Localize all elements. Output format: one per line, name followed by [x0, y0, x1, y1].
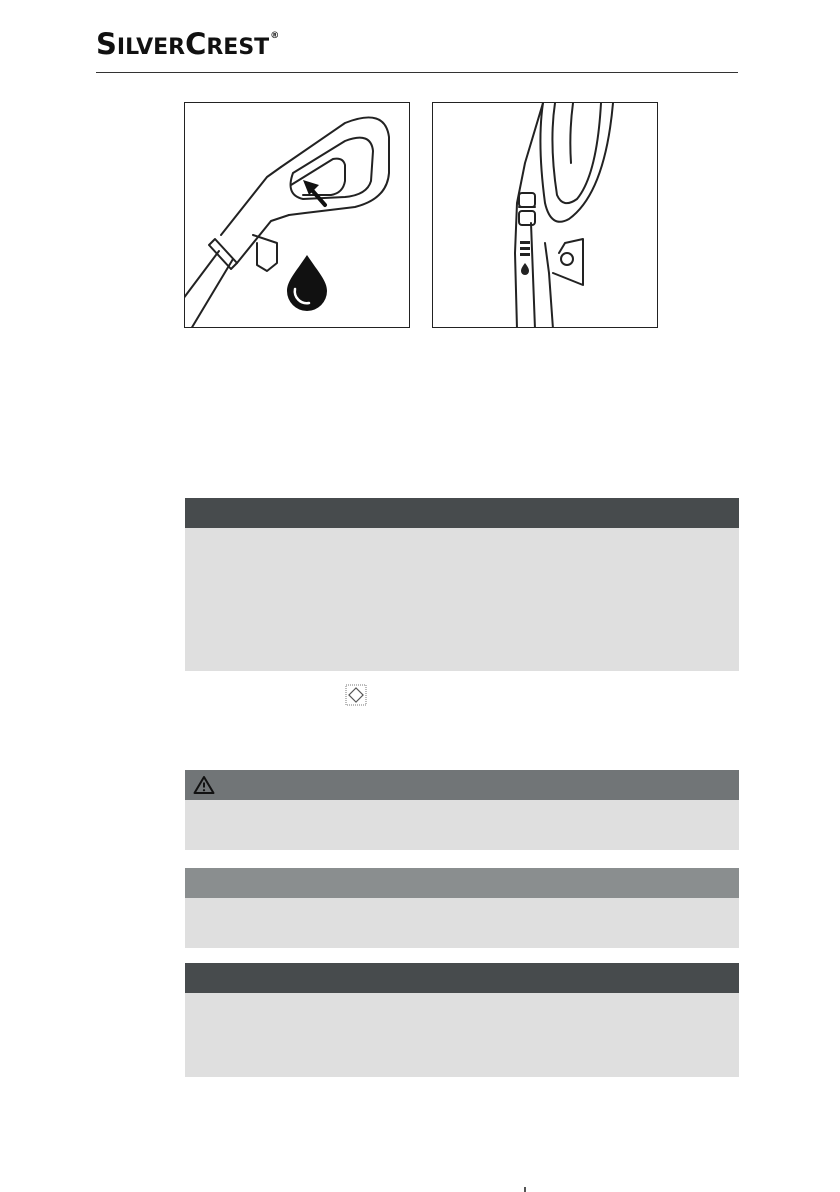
caution-box-body	[185, 898, 739, 948]
warning-box	[185, 770, 739, 850]
note-box-2-body	[185, 993, 739, 1077]
water-drop-icon	[521, 263, 529, 275]
note-box-2-header	[185, 963, 739, 993]
caution-box-header	[185, 868, 739, 898]
caution-box	[185, 868, 739, 948]
steam-level-buttons-figure	[432, 102, 658, 328]
warning-box-body	[185, 800, 739, 850]
device-side-illustration	[433, 103, 658, 328]
note-box-1-header	[185, 498, 739, 528]
brand-initial-c: C	[185, 27, 207, 61]
clean-tile-icon	[344, 683, 368, 707]
brand-text-rest: REST	[206, 35, 270, 60]
header-divider	[96, 72, 738, 73]
brand-initial-s: S	[96, 27, 117, 61]
note-box-1-body	[185, 528, 739, 671]
brand-logo	[96, 27, 280, 61]
warning-box-header	[185, 770, 739, 800]
water-drop-icon	[287, 255, 327, 311]
warning-triangle-icon	[193, 775, 215, 795]
arrow-icon	[303, 180, 325, 205]
level-indicator-icon	[520, 241, 530, 256]
note-box-1	[185, 498, 739, 671]
note-box-2	[185, 963, 739, 1077]
brand-text-ilver: ILVER	[116, 35, 186, 60]
page-edge-mark	[524, 1187, 526, 1192]
registered-mark: ®	[270, 31, 280, 41]
handle-illustration	[185, 103, 410, 328]
handle-water-release-figure	[184, 102, 410, 328]
